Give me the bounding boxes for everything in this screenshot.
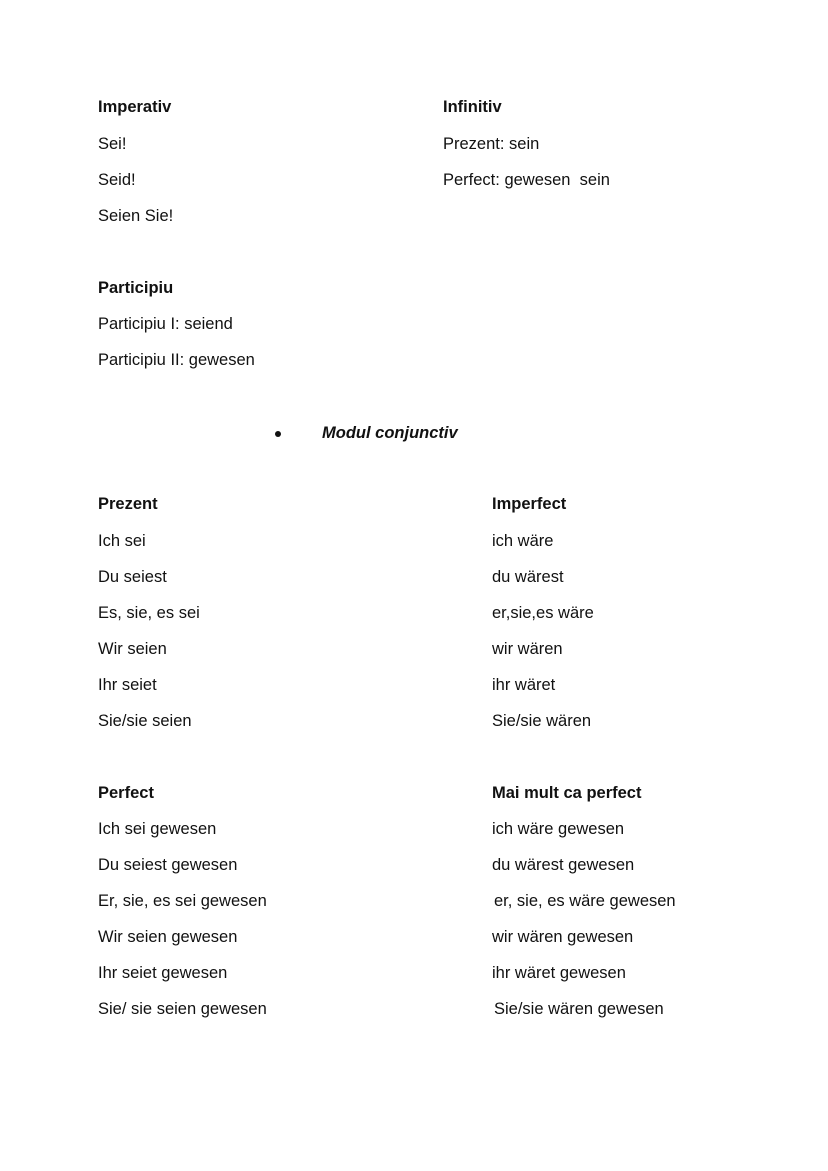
infinitiv-heading: Infinitiv	[443, 98, 502, 116]
prezent-item: Wir seien	[98, 640, 167, 658]
prezent-item: Ihr seiet	[98, 676, 157, 694]
prezent-item: Du seiest	[98, 568, 167, 586]
mai-mult-ca-perfect-item: ihr wäret gewesen	[492, 964, 626, 982]
imperfect-heading: Imperfect	[492, 495, 567, 513]
perfect-item: Ich sei gewesen	[98, 820, 217, 838]
imperativ-item: Seien Sie!	[98, 207, 174, 225]
prezent-item: Ich sei	[98, 532, 146, 550]
infinitiv-item: Prezent: sein	[443, 135, 540, 153]
imperfect-item: wir wären	[492, 640, 563, 658]
bullet-icon	[275, 431, 281, 437]
mai-mult-ca-perfect-item: du wärest gewesen	[492, 856, 635, 874]
perfect-item: Wir seien gewesen	[98, 928, 238, 946]
mai-mult-ca-perfect-item: Sie/sie wären gewesen	[494, 1000, 664, 1018]
imperfect-item: du wärest	[492, 568, 564, 586]
participiu-item: Participiu II: gewesen	[98, 351, 255, 369]
perfect-item: Sie/ sie seien gewesen	[98, 1000, 267, 1018]
imperfect-item: ich wäre	[492, 532, 554, 550]
perfect-item: Du seiest gewesen	[98, 856, 238, 874]
imperativ-item: Seid!	[98, 171, 136, 189]
mai-mult-ca-perfect-item: ich wäre gewesen	[492, 820, 625, 838]
prezent-item: Es, sie, es sei	[98, 604, 200, 622]
prezent-item: Sie/sie seien	[98, 712, 192, 730]
perfect-item: Ihr seiet gewesen	[98, 964, 228, 982]
participiu-heading: Participiu	[98, 279, 174, 297]
section-title: Modul conjunctiv	[322, 424, 458, 442]
perfect-item: Er, sie, es sei gewesen	[98, 892, 267, 910]
participiu-item: Participiu I: seiend	[98, 315, 233, 333]
perfect-heading: Perfect	[98, 784, 154, 802]
mai-mult-ca-perfect-heading: Mai mult ca perfect	[492, 784, 642, 802]
mai-mult-ca-perfect-item: wir wären gewesen	[492, 928, 634, 946]
prezent-heading: Prezent	[98, 495, 158, 513]
imperativ-heading: Imperativ	[98, 98, 172, 116]
imperfect-item: ihr wäret	[492, 676, 556, 694]
imperfect-item: Sie/sie wären	[492, 712, 592, 730]
imperativ-item: Sei!	[98, 135, 127, 153]
infinitiv-item: Perfect: gewesen sein	[443, 171, 610, 189]
mai-mult-ca-perfect-item: er, sie, es wäre gewesen	[494, 892, 676, 910]
imperfect-item: er,sie,es wäre	[492, 604, 594, 622]
